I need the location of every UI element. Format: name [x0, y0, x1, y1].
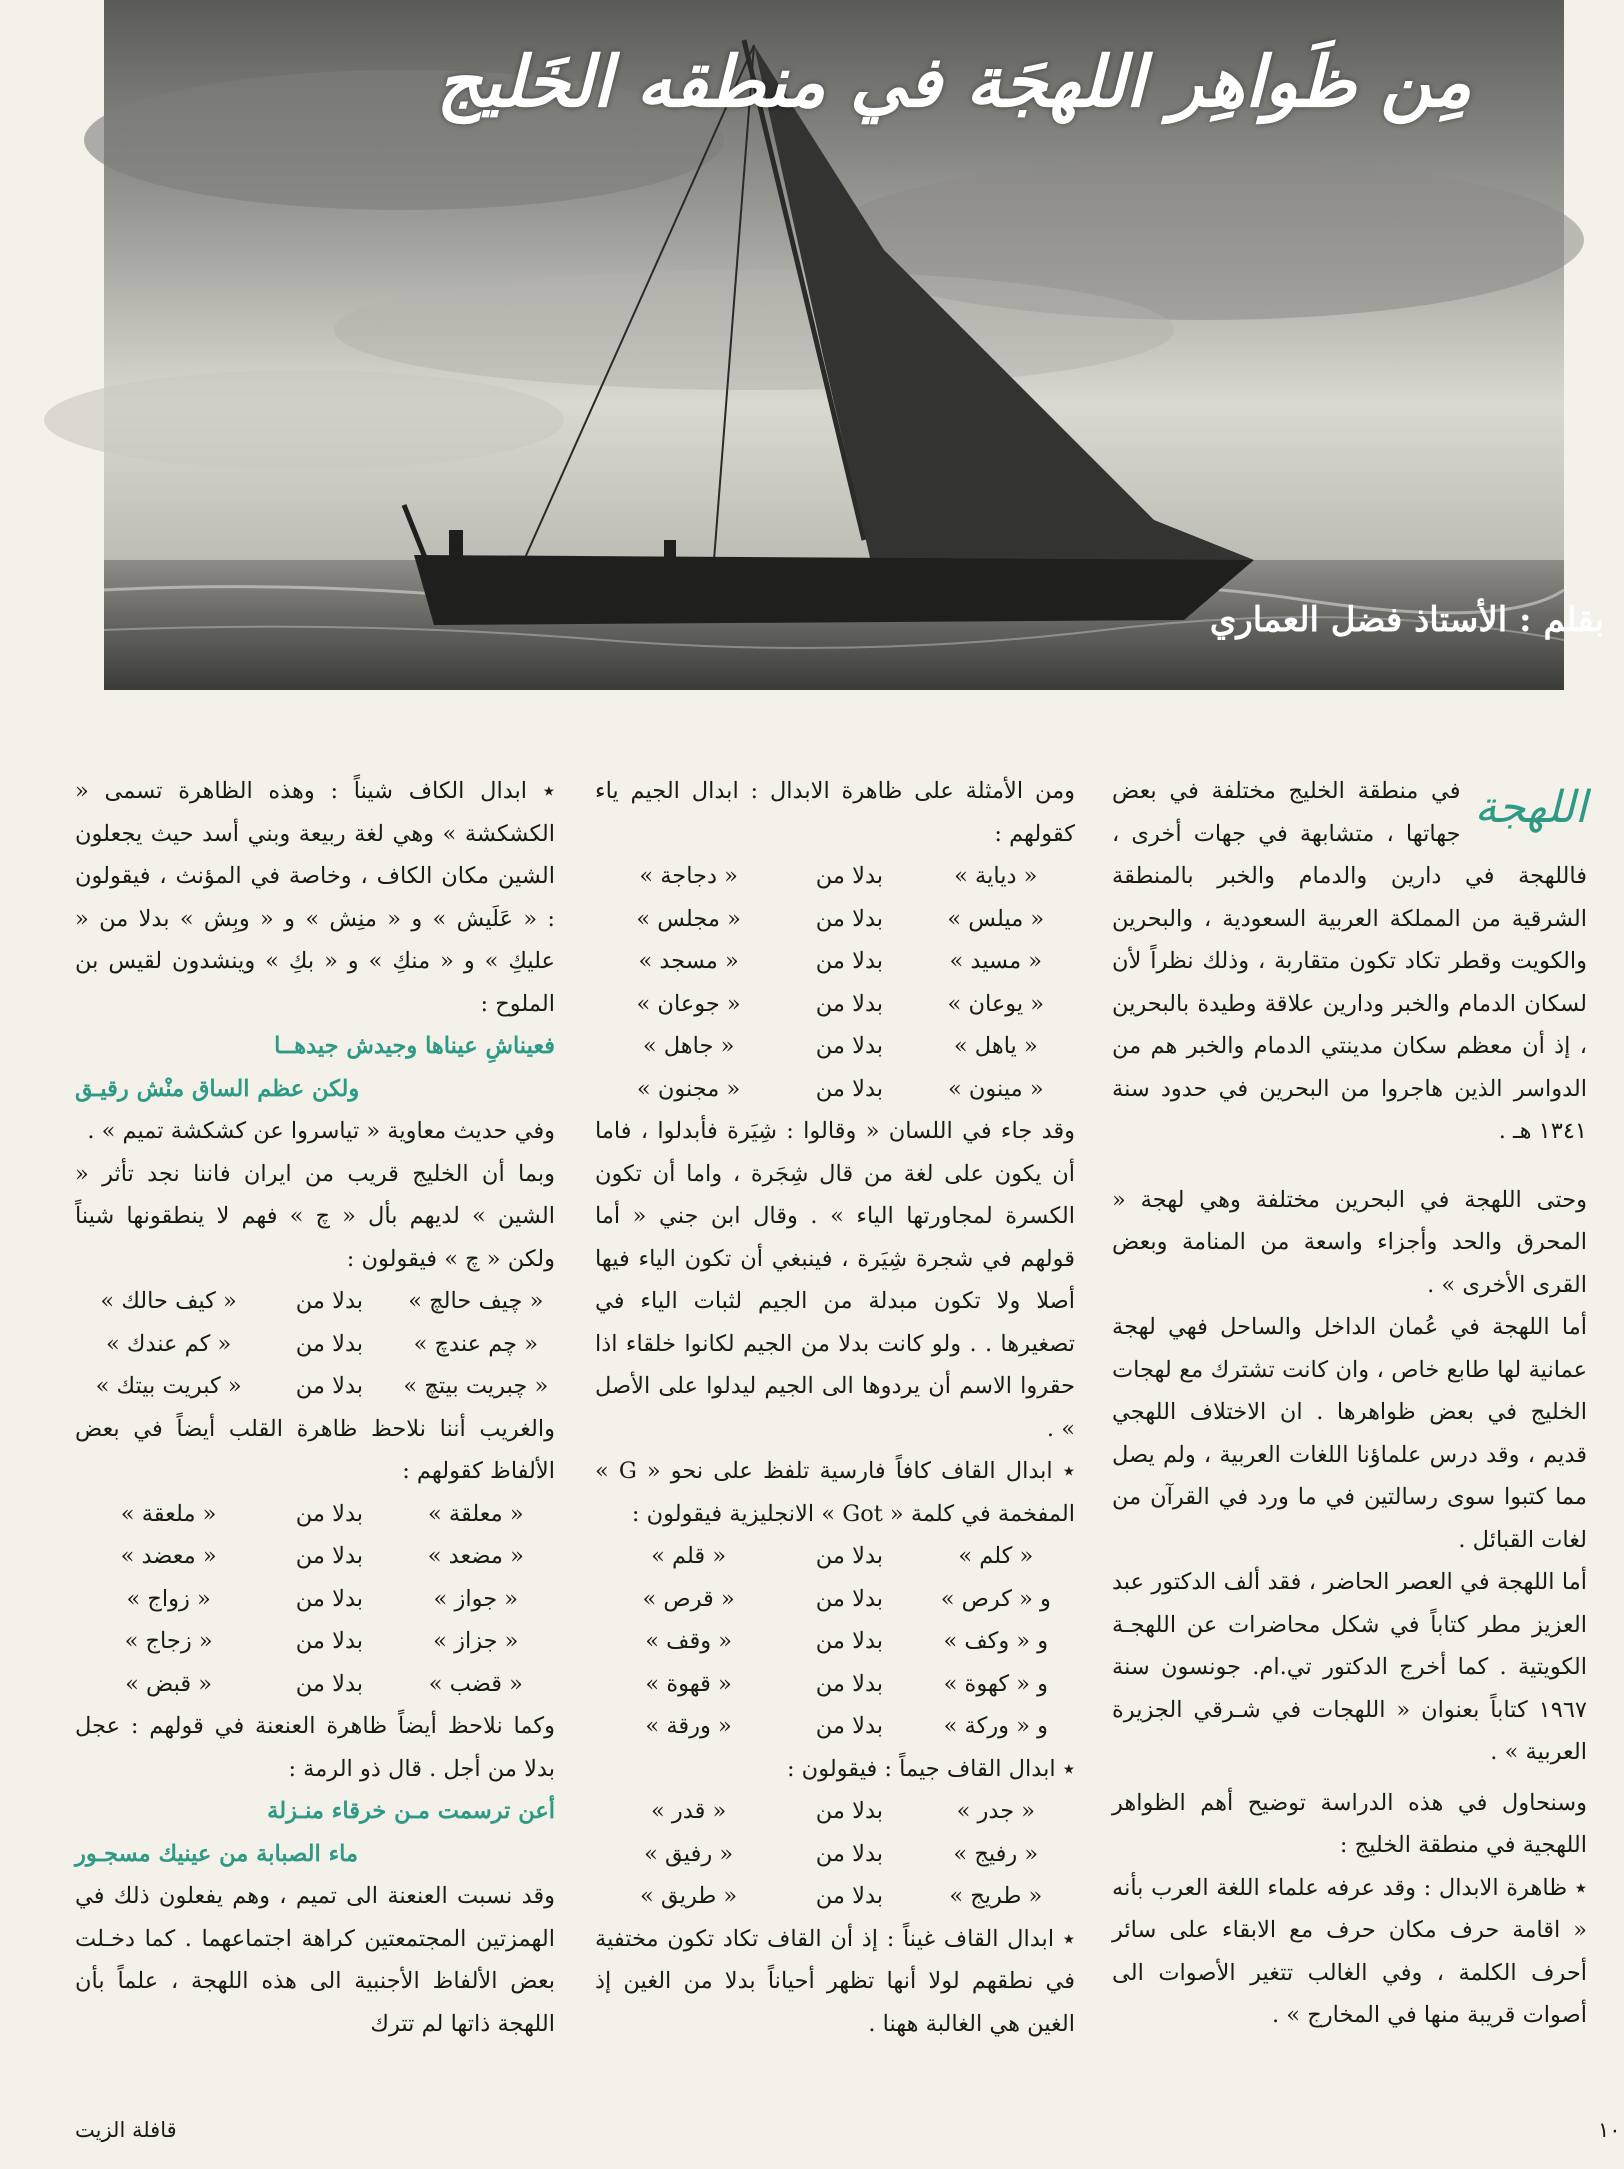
poem-verse: ولكن عظم الساق منْش رقيـق — [75, 1075, 360, 1102]
example-table — [595, 855, 1075, 1110]
standard-word: « ورقة » — [645, 1713, 732, 1739]
example-row — [75, 1365, 555, 1408]
paragraph: وكما نلاحظ أيضاً ظاهرة العنعنة في قولهم : عجل بدلا من أجل . قال ذو الرمة : — [75, 1713, 555, 1782]
connector-text: بدلا من — [815, 1798, 884, 1824]
dialect-word: « جزاز » — [433, 1628, 519, 1654]
dialect-word: « رفيج » — [953, 1840, 1039, 1867]
example-row — [595, 1068, 1075, 1111]
dialect-word: « چبريت بيتچ » — [403, 1373, 549, 1399]
example-row — [595, 1578, 1075, 1621]
standard-word: « قهوة » — [645, 1670, 732, 1697]
dialect-word: « طريج » — [949, 1883, 1043, 1909]
example-table — [595, 1535, 1075, 1748]
standard-word: « قدر » — [650, 1798, 727, 1824]
dialect-word: « يوعان » — [947, 990, 1045, 1017]
example-row — [595, 898, 1075, 941]
paragraph: وحتى اللهجة في البحرين مختلفة وهي لهجة « المحرق والحد وأجزاء واسعة من المنامة وبعض القرى الأخرى » . — [1112, 1186, 1587, 1298]
dialect-word: « ياهل » — [953, 1033, 1038, 1059]
dialect-word: و « وركة » — [943, 1713, 1048, 1739]
paragraph: ٭ ابدال القاف كافاً فارسية تلفظ على نحو « G » المفخمة في كلمة « Got » الانجليزية فيقولون : — [595, 1458, 1075, 1527]
paragraph: وفي حديث معاوية « تياسروا عن كشكشة تميم » . — [87, 1118, 555, 1144]
page-number: ١٠ — [1598, 2118, 1621, 2142]
example-row — [595, 1535, 1075, 1578]
paragraph: أما اللهجة في عُمان الداخل والساحل فهي لهجة عمانية لها طابع خاص ، وان كانت تشترك مع لهجات الخليج في بعض ظواهرها . ان الاختلاف اللهجي قديم ، وقد درس علماؤنا اللغات العربية ، ولم يصل مما كتبوا سوى رسالتين في ما ورد في القرآن من لغات القبائل . — [1112, 1314, 1587, 1553]
connector-text: بدلا من — [295, 1373, 364, 1399]
dialect-word: « مينون » — [947, 1075, 1044, 1102]
standard-word: « قبض » — [125, 1670, 213, 1697]
connector-text: بدلا من — [815, 1840, 884, 1867]
example-row — [75, 1663, 555, 1706]
standard-word: « مجلس » — [636, 905, 741, 932]
dialect-word: و « وكف » — [943, 1628, 1049, 1654]
connector-text: بدلا من — [295, 1585, 364, 1612]
standard-word: « كبريت بيتك » — [95, 1373, 242, 1399]
paragraph: ٭ ظاهرة الابدال : وقد عرفه علماء اللغة العرب بأنه « اقامة حرف مكان حرف مع الابقاء على سائر أحرف الكلمة ، وفي الغالب تتغير الأصوات الى أصوات قريبة منها في المخارج » . — [1112, 1874, 1587, 2028]
magazine-name: قافلة الزيت — [75, 2118, 177, 2142]
example-table — [75, 1280, 555, 1408]
standard-word: « قلم » — [651, 1543, 727, 1569]
poem-verse: فعيناشِ عيناها وجيدش جيدهــا — [274, 1033, 555, 1059]
dialect-word: « چم عندچ » — [413, 1330, 539, 1357]
standard-word: « زجاج » — [124, 1628, 213, 1654]
connector-text: بدلا من — [295, 1543, 364, 1569]
paragraph: ٭ ابدال القاف جيماً : فيقولون : — [786, 1755, 1075, 1782]
example-table — [75, 1493, 555, 1706]
connector-text: بدلا من — [815, 905, 884, 932]
paragraph: ومن الأمثلة على ظاهرة الابدال : ابدال الجيم ياء كقولهم : — [595, 778, 1075, 847]
dialect-word: و « كرص » — [940, 1585, 1051, 1612]
standard-word: « مسجد » — [638, 948, 739, 974]
example-row — [595, 1875, 1075, 1918]
example-row — [595, 940, 1075, 983]
paragraph: والغريب أننا نلاحظ ظاهرة القلب أيضاً في بعض الألفاظ كقولهم : — [75, 1415, 555, 1484]
connector-text: بدلا من — [815, 1628, 884, 1654]
connector-text: بدلا من — [815, 1670, 884, 1697]
dialect-word: و « كهوة » — [943, 1670, 1048, 1697]
standard-word: « دجاجة » — [639, 863, 738, 889]
lead-word: اللهجة — [1474, 782, 1587, 833]
standard-word: « كيف حالك » — [100, 1288, 237, 1314]
dialect-word: « كلم » — [958, 1543, 1034, 1569]
standard-word: « طريق » — [640, 1883, 738, 1909]
example-row — [595, 1790, 1075, 1833]
connector-text: بدلا من — [295, 1288, 364, 1314]
connector-text: بدلا من — [295, 1628, 364, 1654]
header-photo — [104, 0, 1604, 690]
dialect-word: « چيف حالچ » — [408, 1288, 544, 1314]
connector-text: بدلا من — [815, 1883, 884, 1909]
example-row — [75, 1578, 555, 1621]
dialect-word: « ميلس » — [947, 905, 1045, 932]
example-table — [595, 1790, 1075, 1918]
dialect-word: « معلقة » — [427, 1500, 524, 1527]
connector-text: بدلا من — [815, 1075, 884, 1102]
dialect-word: « دياية » — [954, 863, 1038, 889]
dialect-word: « جدر » — [956, 1798, 1036, 1824]
example-row — [75, 1535, 555, 1578]
paragraph: ٭ ابدال الكاف شيناً : وهذه الظاهرة تسمى « الكشكشة » وهي لغة ربيعة وبني أسد حيث يجعلون الشين مكان الكاف ، وخاصة في المؤنث ، فيقولون : « عَلَيش » و « منِش » و « وبِش » بدلا من « عليكِ » و « منكِ » و « بكِ » وينشدون لقيس بن الملوح : — [75, 778, 555, 1017]
dialect-word: « قضب » — [428, 1670, 523, 1697]
standard-word: « مجنون » — [636, 1075, 741, 1102]
paragraph: وسنحاول في هذه الدراسة توضيح أهم الظواهر اللهجية في منطقة الخليج : — [1112, 1789, 1587, 1858]
standard-word: « جوعان » — [636, 990, 741, 1017]
example-row — [595, 1705, 1075, 1748]
connector-text: بدلا من — [815, 990, 884, 1017]
connector-text: بدلا من — [295, 1670, 364, 1697]
poem-verse: ماء الصبابة من عينيك مسجـور — [75, 1840, 359, 1867]
example-row — [75, 1323, 555, 1366]
standard-word: « رفيق » — [644, 1840, 734, 1867]
paragraph: وقد نسبت العنعنة الى تميم ، وهم يفعلون ذلك في الهمزتين المجتمعتين كراهة اجتماعهما . كما دخـلت بعض الألفاظ الأجنبية الى هذه اللهجة ، علماً بأن اللهجة ذاتها لم تترك — [75, 1883, 555, 2037]
example-row — [595, 855, 1075, 898]
connector-text: بدلا من — [815, 948, 884, 974]
dialect-word: « مضعد » — [427, 1543, 524, 1569]
example-row — [595, 983, 1075, 1026]
connector-text: بدلا من — [295, 1500, 364, 1527]
author-byline: بقلم : الأستاذ فضل العماري — [1209, 600, 1604, 640]
example-row — [595, 1620, 1075, 1663]
connector-text: بدلا من — [295, 1330, 364, 1357]
standard-word: « ملعقة » — [120, 1500, 217, 1527]
paragraph: وبما أن الخليج قريب من ايران فاننا نجد تأثر « الشين » لديهم بأل « چ » فهم لا ينطقونها شيناً ولكن « چ » فيقولون : — [75, 1160, 555, 1272]
standard-word: « كم عندك » — [105, 1330, 232, 1357]
example-row — [595, 1663, 1075, 1706]
paragraph: ٭ ابدال القاف غيناً : إذ أن القاف تكاد تكون مختفية في نطقهم لولا أنها تظهر أحياناً بدلا من الغين إذ الغين هي الغالبة ههنا . — [595, 1925, 1075, 2037]
example-row — [595, 1833, 1075, 1876]
poem-verse: أعن ترسمت مـن خرقاء منـزلة — [267, 1798, 555, 1824]
example-row — [75, 1493, 555, 1536]
paragraph: وقد جاء في اللسان « وقالوا : شِيَرة فأبدلوا ، فاما أن يكون على لغة من قال شِجَرة ، واما أن تكون الكسرة لمجاورتها الياء » . وقال ابن جني « أما قولهم في شجرة شِيَرة ، فينبغي أن تكون الياء فيها أصلا ولا تكون مبدلة من الجيم لثبات الياء في تصغيرها . . ولو كانت بدلا من الجيم لكانوا خلقاء اذا حقروا الاسم أن يردوها الى الجيم ليدلوا على الأصل » . — [595, 1118, 1075, 1442]
standard-word: « زواج » — [126, 1585, 211, 1612]
standard-word: « معضد » — [120, 1543, 217, 1569]
column-right — [1112, 770, 1587, 2037]
column-middle — [595, 770, 1075, 2045]
example-row — [75, 1280, 555, 1323]
dialect-word: « جواز » — [433, 1585, 519, 1612]
connector-text: بدلا من — [815, 863, 884, 889]
article-title: مِن ظَواهِر اللهجَة في منطقه الخَليج — [436, 40, 1472, 123]
column-left — [75, 770, 555, 2045]
connector-text: بدلا من — [815, 1543, 884, 1569]
paragraph: اللهجة في منطقة الخليج مختلفة في بعض جهاتها ، متشابهة في جهات أخرى ، فاللهجة في دارين والدمام والخبر بالمنطقة الشرقية من المملكة العربية السعودية ، والبحرين والكويت وقطر تكاد تكون متقاربة ، وذلك نظراً لأن لسكان الدمام والخبر ودارين علاقة وطيدة بالبحرين ، إذ أن معظم سكان مدينتي الدمام والخبر هم من الدواسر الذين هاجروا من البحرين في حدود سنة ١٣٤١ هـ . — [1112, 778, 1587, 1144]
paragraph: أما اللهجة في العصر الحاضر ، فقد ألف الدكتور عبد العزيز مطر كتاباً في شكل محاضرات عن اللهجـة الكويتية . كما أخرج الدكتور تي.ام. جونسون سنة ١٩٦٧ كتاباً بعنوان « اللهجات في شـرقي الجزيرة العربية » . — [1112, 1569, 1587, 1765]
standard-word: « وقف » — [645, 1628, 732, 1654]
connector-text: بدلا من — [815, 1033, 884, 1059]
connector-text: بدلا من — [815, 1585, 884, 1612]
standard-word: « قرص » — [642, 1585, 735, 1612]
connector-text: بدلا من — [815, 1713, 884, 1739]
example-row — [75, 1620, 555, 1663]
dialect-word: « مسيد » — [949, 948, 1043, 974]
standard-word: « جاهل » — [642, 1033, 735, 1059]
example-row — [595, 1025, 1075, 1068]
